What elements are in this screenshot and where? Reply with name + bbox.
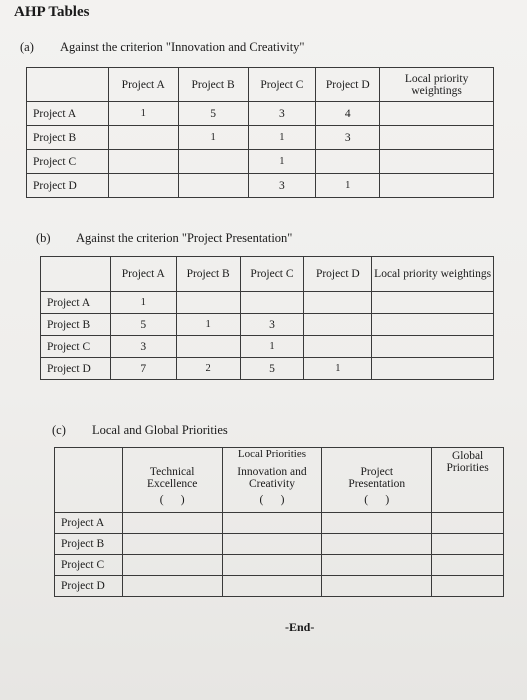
table-cell bbox=[432, 533, 504, 554]
table-cell bbox=[372, 292, 494, 314]
end-marker: -End- bbox=[285, 620, 315, 634]
table-cell: 1 bbox=[240, 336, 304, 358]
table-cell: 5 bbox=[178, 102, 248, 126]
table-cell: 3 bbox=[110, 336, 176, 358]
row-label: Project D bbox=[27, 174, 109, 198]
table-cell bbox=[322, 512, 432, 533]
table-cell bbox=[322, 575, 432, 596]
row-label: Project A bbox=[41, 292, 111, 314]
table-cell bbox=[176, 292, 240, 314]
row-label: Project D bbox=[41, 358, 111, 380]
column-header-project-c: Project C bbox=[240, 257, 304, 292]
table-cell bbox=[322, 554, 432, 575]
table-cell: 3 bbox=[240, 314, 304, 336]
table-row bbox=[41, 336, 494, 358]
table-cell bbox=[322, 533, 432, 554]
table-cell: 1 bbox=[178, 126, 248, 150]
table-cell bbox=[432, 575, 504, 596]
column-name: Innovation and Creativity bbox=[237, 465, 307, 490]
table-row bbox=[27, 174, 494, 198]
column-header-local-priority: Local priority weightings bbox=[380, 68, 494, 102]
table-cell bbox=[432, 512, 504, 533]
section-c-label: (c) bbox=[52, 423, 66, 437]
column-header-project-c: Project C bbox=[248, 68, 316, 102]
table-row bbox=[27, 150, 494, 174]
table-cell bbox=[240, 292, 304, 314]
corner-cell bbox=[27, 68, 109, 102]
table-cell bbox=[178, 150, 248, 174]
table-cell: 1 bbox=[304, 358, 372, 380]
table-cell: 4 bbox=[316, 102, 380, 126]
column-header-project-presentation bbox=[322, 460, 432, 512]
row-label: Project B bbox=[27, 126, 109, 150]
weight-blank: ( ) bbox=[159, 493, 185, 506]
column-header-project-a: Project A bbox=[110, 257, 176, 292]
table-cell bbox=[380, 102, 494, 126]
row-label: Project A bbox=[55, 512, 123, 533]
section-a-label: (a) bbox=[20, 40, 34, 54]
table-cell: 5 bbox=[110, 314, 176, 336]
table-local-global-priorities bbox=[54, 447, 504, 597]
section-a-title: Against the criterion "Innovation and Creativity" bbox=[60, 40, 305, 54]
table-cell bbox=[380, 126, 494, 150]
row-label: Project C bbox=[55, 554, 123, 575]
header-spacer bbox=[122, 448, 222, 461]
local-priorities-header: Local Priorities bbox=[222, 448, 322, 461]
table-cell: 2 bbox=[176, 358, 240, 380]
table-cell: 3 bbox=[248, 102, 316, 126]
table-cell bbox=[108, 150, 178, 174]
column-name: Project Presentation bbox=[348, 465, 406, 490]
table-row bbox=[55, 512, 504, 533]
table-cell bbox=[304, 336, 372, 358]
table-row bbox=[41, 358, 494, 380]
table-cell: 5 bbox=[240, 358, 304, 380]
table-row bbox=[27, 126, 494, 150]
column-name: Technical Excellence bbox=[146, 465, 198, 490]
corner-cell bbox=[55, 448, 123, 513]
table-cell: 1 bbox=[316, 174, 380, 198]
table-cell bbox=[178, 174, 248, 198]
table-cell bbox=[222, 554, 322, 575]
table-cell: 1 bbox=[176, 314, 240, 336]
table-row bbox=[41, 292, 494, 314]
table-cell bbox=[122, 575, 222, 596]
table-cell bbox=[304, 314, 372, 336]
row-label: Project B bbox=[41, 314, 111, 336]
document-title: AHP Tables bbox=[14, 4, 90, 20]
table-cell bbox=[372, 358, 494, 380]
table-row bbox=[55, 533, 504, 554]
table-cell bbox=[222, 575, 322, 596]
row-label: Project B bbox=[55, 533, 123, 554]
table-cell: 1 bbox=[108, 102, 178, 126]
table-innovation-creativity bbox=[26, 67, 494, 198]
column-header-project-a: Project A bbox=[108, 68, 178, 102]
table-row bbox=[27, 102, 494, 126]
table-cell bbox=[304, 292, 372, 314]
table-cell bbox=[380, 150, 494, 174]
section-a-heading bbox=[20, 40, 305, 55]
table-cell: 7 bbox=[110, 358, 176, 380]
column-header-project-b: Project B bbox=[178, 68, 248, 102]
table-cell bbox=[372, 336, 494, 358]
table-cell bbox=[122, 533, 222, 554]
row-label: Project C bbox=[41, 336, 111, 358]
column-header-project-d: Project D bbox=[304, 257, 372, 292]
section-b-label: (b) bbox=[36, 231, 51, 245]
table-cell bbox=[380, 174, 494, 198]
corner-cell bbox=[41, 257, 111, 292]
table-cell bbox=[176, 336, 240, 358]
table-cell: 3 bbox=[248, 174, 316, 198]
section-b-heading bbox=[36, 231, 292, 246]
column-header-project-d: Project D bbox=[316, 68, 380, 102]
row-label: Project D bbox=[55, 575, 123, 596]
table-cell bbox=[108, 174, 178, 198]
table-cell bbox=[372, 314, 494, 336]
table-cell bbox=[316, 150, 380, 174]
section-c-title: Local and Global Priorities bbox=[92, 423, 228, 437]
table-cell: 3 bbox=[316, 126, 380, 150]
row-label: Project A bbox=[27, 102, 109, 126]
column-header-technical-excellence bbox=[122, 460, 222, 512]
header-spacer bbox=[322, 448, 432, 461]
column-header-local-priority: Local priority weightings bbox=[372, 257, 494, 292]
table-cell bbox=[108, 126, 178, 150]
column-header-project-b: Project B bbox=[176, 257, 240, 292]
row-label: Project C bbox=[27, 150, 109, 174]
table-row bbox=[41, 314, 494, 336]
table-cell bbox=[122, 512, 222, 533]
section-b-title: Against the criterion "Project Presentation" bbox=[76, 231, 293, 245]
table-cell: 1 bbox=[248, 126, 316, 150]
table-cell bbox=[432, 554, 504, 575]
section-c-heading bbox=[52, 423, 228, 438]
weight-blank: ( ) bbox=[364, 493, 390, 506]
table-cell bbox=[122, 554, 222, 575]
table-cell bbox=[222, 533, 322, 554]
table-cell: 1 bbox=[110, 292, 176, 314]
table-row bbox=[55, 554, 504, 575]
column-header-innovation-creativity bbox=[222, 460, 322, 512]
table-cell: 1 bbox=[248, 150, 316, 174]
table-project-presentation bbox=[40, 256, 494, 380]
weight-blank: ( ) bbox=[259, 493, 285, 506]
table-row bbox=[55, 575, 504, 596]
table-cell bbox=[222, 512, 322, 533]
column-header-global-priorities: Global Priorities bbox=[432, 448, 504, 513]
